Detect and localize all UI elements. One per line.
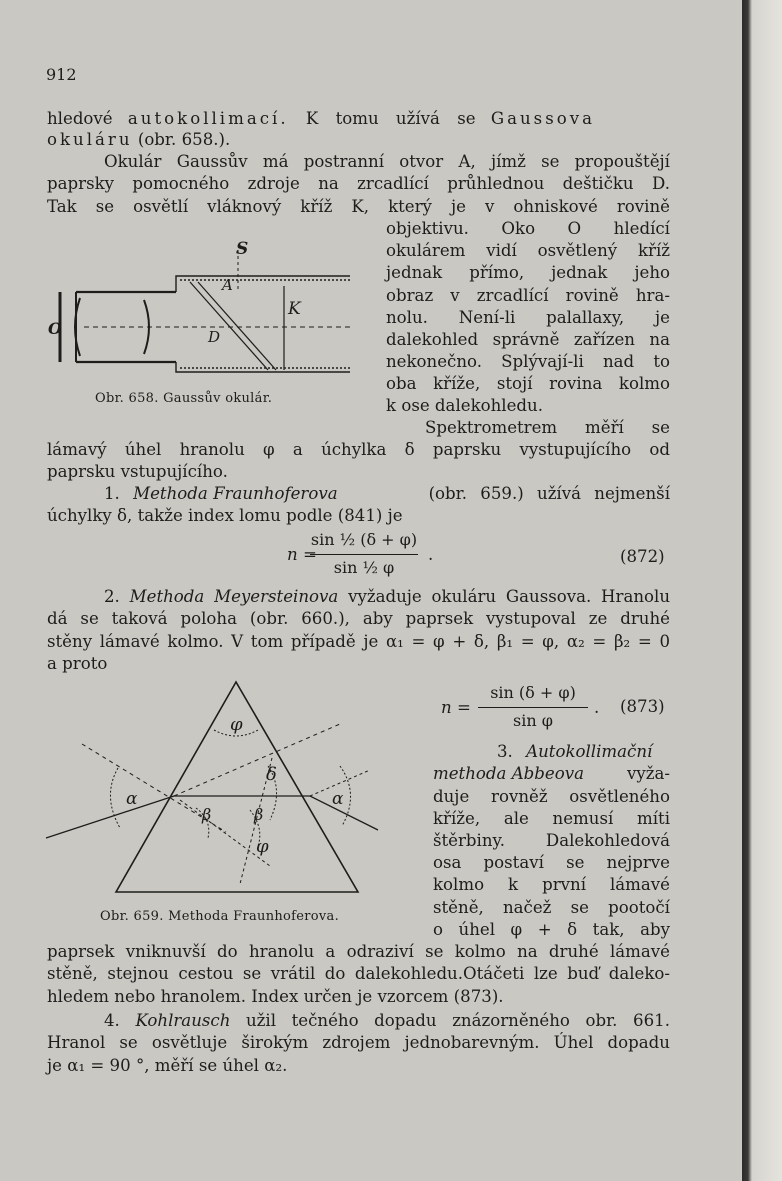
spectro-line-1: Spektrometrem měří se xyxy=(425,418,670,437)
fig659-label-alpha-right: α xyxy=(332,789,344,809)
method-2-line-1: 2. Methoda Meyersteinova vyžaduje okuláru Gaussova. Hranolu xyxy=(104,587,671,606)
fig659-label-delta: δ xyxy=(266,764,277,785)
intro-para-line-2: paprsky pomocného zdroje na zrcadlící průhlednou deštičku D. xyxy=(47,174,670,193)
intro-para-line-3: Tak se osvětlí vláknový kříž K, který je v ohniskové rovině xyxy=(47,197,670,216)
book-spine xyxy=(742,0,782,1181)
method-3-line-1: 3. Autokollimační xyxy=(497,742,653,761)
text-line: jednak přímo, jednak jeho xyxy=(386,263,670,282)
eq-872-number: (872) xyxy=(620,547,665,566)
method-4-line-3: je α₁ = 90 °, měří se úhel α₂. xyxy=(47,1056,288,1075)
method-3-line: štěrbiny. Dalekohledová xyxy=(433,831,670,850)
fig658-label-a: A xyxy=(222,276,233,294)
method-3-full-line: stěně, stejnou cestou se vrátil do dalekohledu.Otáčeti lze buď daleko- xyxy=(47,964,670,983)
method-3-line-2: methoda Abbeova vyža- xyxy=(433,764,670,783)
fig658-label-o: O xyxy=(48,319,62,338)
figure-659-caption: Obr. 659. Methoda Fraunhoferova. xyxy=(100,909,340,924)
text-line: k ose dalekohledu. xyxy=(386,396,544,415)
eq-873-number: (873) xyxy=(620,697,665,716)
eq-873-period: . xyxy=(594,698,600,717)
text-line: nekonečno. Splývají-li nad to xyxy=(386,352,670,371)
fig659-label-phi-bottom: φ xyxy=(256,836,269,857)
eq-873-fraction-bar xyxy=(478,707,588,708)
method-3-line: kříže, ale nemusí míti xyxy=(433,809,670,828)
fig659-label-alpha-left: α xyxy=(126,789,138,809)
eq-872-fraction-bar xyxy=(310,554,418,555)
text-line: objektivu. Oko O hledící xyxy=(386,219,670,238)
figure-659-fraunhofer-prism xyxy=(40,670,380,900)
text-line: dalekohled správně zařízen na xyxy=(386,330,670,349)
fig659-label-beta-right: β xyxy=(254,805,264,824)
figure-658-gauss-eyepiece xyxy=(40,230,360,390)
method-3-line: o úhel φ + δ tak, aby xyxy=(433,920,670,939)
fig659-label-phi-top: φ xyxy=(230,714,243,735)
eq-872-lhs: n = xyxy=(287,545,317,564)
method-3-line: stěně, načež se pootočí xyxy=(433,898,670,917)
text-line: obraz v zrcadlící rovině hra- xyxy=(386,286,670,305)
eq-873-numerator: sin (δ + φ) xyxy=(490,683,576,702)
spectro-line-3: paprsku vstupujícího. xyxy=(47,462,228,481)
method-2-line-3: stěny lámavé kolmo. V tom případě je α₁ = φ + δ, β₁ = φ, α₂ = β₂ = 0 xyxy=(47,632,670,651)
fig658-label-d: D xyxy=(208,328,221,346)
spectro-line-2: lámavý úhel hranolu φ a úchylka δ paprsku vystupujícího od xyxy=(47,440,670,459)
method-4-line-1: 4. Kohlrausch užil tečného dopadu znázorněného obr. 661. xyxy=(104,1011,670,1030)
eq-873-lhs: n = xyxy=(441,698,471,717)
eq-873-denominator: sin φ xyxy=(513,711,553,730)
eq-872-period: . xyxy=(428,545,434,564)
intro-line-1: hledové autokollimací. K tomu užívá se Gaussova xyxy=(47,109,595,128)
fig659-label-beta-left: β xyxy=(202,805,212,824)
method-2-line-2: dá se taková poloha (obr. 660.), aby paprsek vystupoval ze druhé xyxy=(47,609,670,628)
method-4-line-2: Hranol se osvětluje širokým zdrojem jednobarevným. Úhel dopadu xyxy=(47,1033,670,1052)
text-line: okulárem vidí osvětlený kříž xyxy=(386,241,670,260)
page-number: 912 xyxy=(46,65,77,84)
fig658-label-s: S xyxy=(236,239,249,259)
figure-658-caption: Obr. 658. Gaussův okulár. xyxy=(95,391,273,406)
method-3-line: duje rovněž osvětleného xyxy=(433,787,670,806)
method-3-line: kolmo k první lámavé xyxy=(433,875,670,894)
method-1-line-2: úchylky δ, takže index lomu podle (841) je xyxy=(47,506,403,525)
method-3-line: osa postaví se nejprve xyxy=(433,853,670,872)
method-2-line-4: a proto xyxy=(47,654,108,673)
intro-para-line-1: Okulár Gaussův má postranní otvor A, jímž se propouštějí xyxy=(104,152,670,171)
fig658-label-k: K xyxy=(288,299,301,319)
text-line: nolu. Není-li palallaxy, je xyxy=(386,308,670,327)
eq-872-denominator: sin ½ φ xyxy=(333,558,395,577)
text-line: oba kříže, stojí rovina kolmo xyxy=(386,374,670,393)
intro-line-2: okuláru (obr. 658.). xyxy=(47,130,231,149)
eq-872-numerator: sin ½ (δ + φ) xyxy=(310,530,418,549)
method-3-full-line: hledem nebo hranolem. Index určen je vzorcem (873). xyxy=(47,987,504,1006)
method-1-line-1: 1. Methoda Fraunhoferova (obr. 659.) užívá nejmenší xyxy=(104,484,670,503)
method-3-full-line: paprsek vniknuvší do hranolu a odraziví se kolmo na druhé lámavé xyxy=(47,942,670,961)
